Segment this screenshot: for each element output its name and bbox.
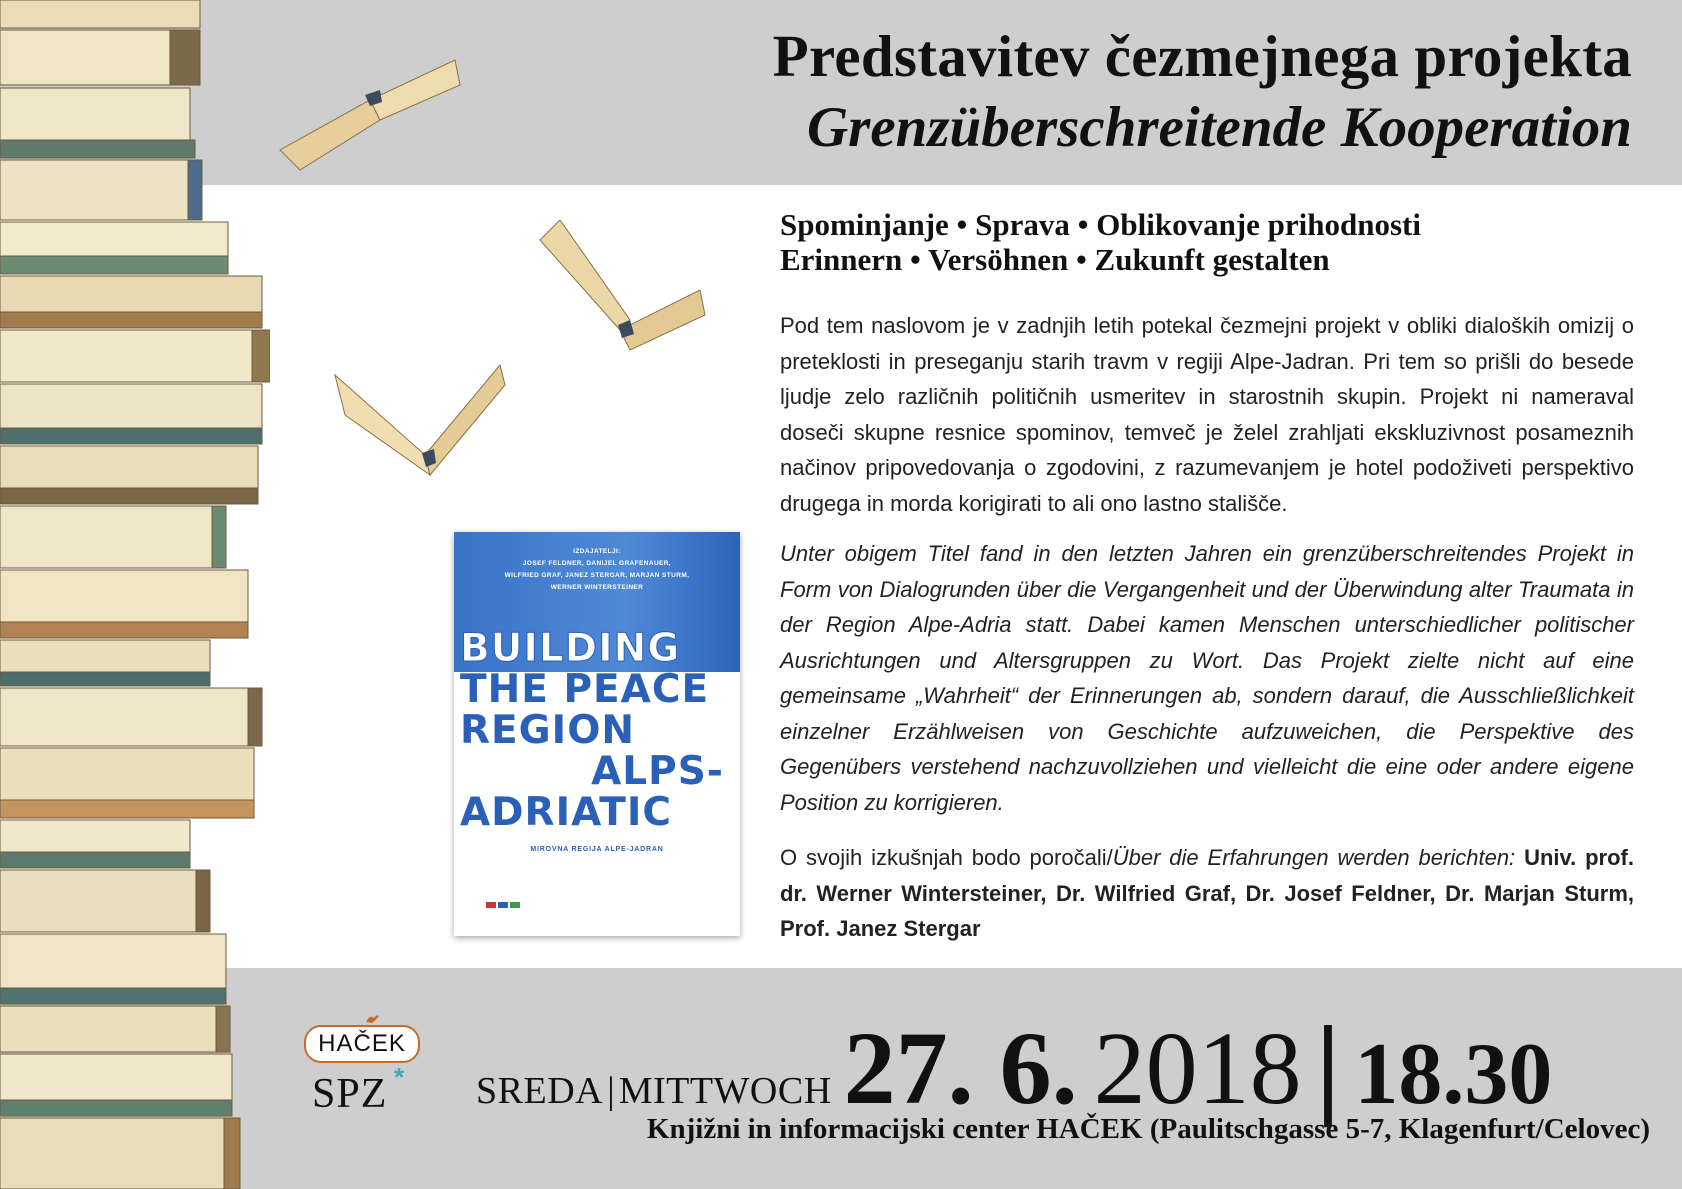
cover-subtitle: MIROVNA REGIJA ALPE-JADRAN — [530, 846, 664, 853]
weekday-slovene: SREDA — [476, 1070, 604, 1112]
speakers-intro-slovene: O svojih izkušnjah bodo poročali/ — [780, 845, 1113, 870]
event-date: 27. 6. — [843, 1011, 1078, 1126]
cover-title-line: ALPS- — [591, 749, 724, 794]
speakers-intro-german: Über die Erfahrungen werden berichten: — [1112, 845, 1516, 870]
weekday-separator: | — [607, 1070, 615, 1112]
flying-book-icon — [270, 40, 470, 180]
cover-title-line: THE PEACE — [460, 667, 710, 712]
event-year: 2018 — [1093, 1011, 1302, 1126]
paragraph-slovene: Pod tem naslovom je v zadnjih letih potekal čezmejni projekt v obliki dialoških omizij o preteklosti in preseganju starih travm v regiji Alpe-Jadran. Pri tem so prišli do besede ljudje zelo različnih političnih usmeritev in starostnih skupin. Projekt ni nameraval doseči skupne resnice spominov, temveč je želel zrahljati ekskluzivnost posameznih načinov pripovedovanja o zgodovini, z razumevanjem je hotel podoživeti perspektivo drugega in morda korigirati to ali ono lastno stališče. — [780, 313, 1634, 516]
spz-logo: SPZ — [312, 1071, 388, 1117]
hacek-logo: HAČEK — [304, 1025, 420, 1063]
speakers-paragraph — [780, 840, 1634, 947]
book-cover — [454, 532, 740, 936]
publisher-logo-icon — [486, 902, 520, 908]
cover-editors — [454, 546, 740, 594]
subtitle-german: Erinnern • Versöhnen • Zukunft gestalten — [780, 242, 1330, 277]
page-title-german: Grenzüberschreitende Kooperation — [807, 96, 1632, 159]
cover-title-line: BUILDING — [460, 626, 681, 671]
flying-book-icon — [530, 220, 710, 390]
event-venue: Knjižni in informacijski center HAČEK (Paulitschgasse 5-7, Klagenfurt/Celovec) — [646, 1113, 1650, 1145]
cover-editors-line: JOSEF FELDNER, DANIJEL GRAFENAUER, — [522, 560, 672, 567]
cover-title-line: REGION — [460, 708, 635, 753]
flying-book-icon — [330, 335, 510, 505]
time-separator: | — [1315, 1004, 1341, 1128]
cover-editors-line: WERNER WINTERSTEINER — [550, 584, 644, 591]
cover-editors-line: WILFRIED GRAF, JANEZ STERGAR, MARJAN STURM, — [504, 572, 690, 579]
paragraph-german: Unter obigem Titel fand in den letzten Jahren ein grenzüberschreitendes Projekt in Form von Dialogrunden über die Vergangenheit und der Überwindung alter Traumata in der Region Alpe-Adria statt. Dabei kamen Menschen unterschiedlicher politischer Ausrichtungen und Altersgruppen zu Wort. Das Projekt zielte nicht auf eine gemeinsame „Wahrheit“ der Erinnerungen ab, sondern darauf, die Ausschließlichkeit einzelner Erzählweisen von Geschichte aufzuweichen, die Perspektive des Gegenübers verstehend nachzuvollziehen und vielleicht die eine oder andere eigene Position zu korrigieren. — [780, 541, 1634, 815]
cover-title-line: ADRIATIC — [460, 790, 672, 835]
page-title: Predstavitev čezmejnega projekta — [772, 23, 1632, 89]
speakers-list: Univ. prof. dr. Werner Wintersteiner, Dr. Wilfried Graf, Dr. Josef Feldner, Dr. Marjan Sturm, Prof. Janez Stergar — [780, 845, 1634, 941]
bird-icon — [364, 1012, 380, 1026]
spz-star-icon: * — [394, 1062, 405, 1092]
weekday-german: MITTWOCH — [618, 1070, 832, 1112]
event-date-row — [476, 1002, 1552, 1131]
cover-title — [460, 628, 732, 833]
cover-editors-label: IZDAJATELJI: — [573, 548, 621, 555]
subtitle-slovene: Spominjanje • Sprava • Oblikovanje prihodnosti — [780, 207, 1421, 242]
event-time: 18.30 — [1354, 1026, 1553, 1123]
book-stack-illustration — [0, 0, 270, 1189]
